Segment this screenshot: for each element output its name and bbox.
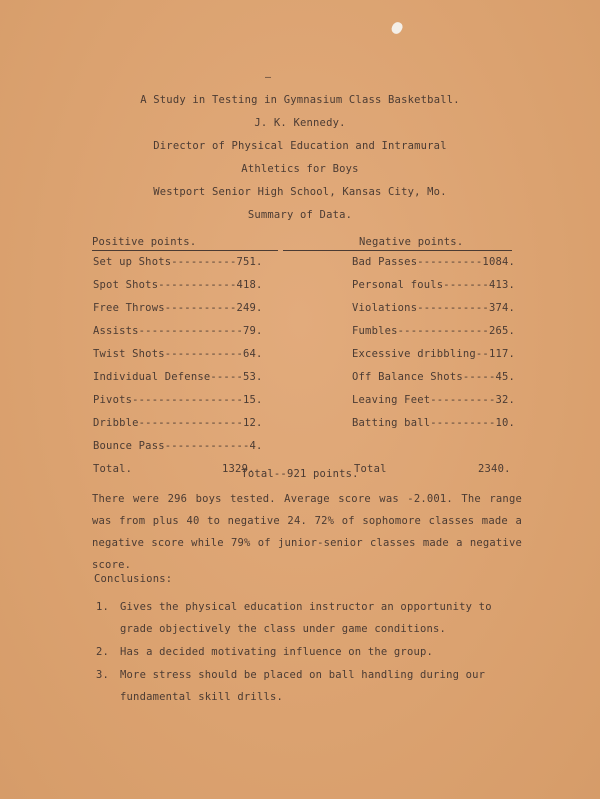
positive-item: Spot Shots------------418. — [93, 279, 263, 291]
conclusion-text: Gives the physical education instructor an opportunity to grade objectively the class under game conditions. — [120, 601, 492, 635]
paper-punch-hole — [390, 20, 404, 35]
positive-item: Dribble----------------12. — [93, 417, 263, 429]
positive-item: Individual Defense-----53. — [93, 371, 263, 383]
negative-points-heading: Negative points. — [359, 236, 464, 248]
conclusion-text: Has a decided motivating influence on the group. — [120, 646, 434, 658]
positive-item: Assists----------------79. — [93, 325, 263, 337]
document-title: A Study in Testing in Gymnasium Class Basketball. — [140, 94, 460, 106]
positive-points-header — [92, 236, 278, 251]
pencil-mark: — — [265, 72, 272, 83]
conclusions-heading: Conclusions: — [94, 573, 173, 585]
conclusion-number: 3. — [96, 669, 110, 681]
negative-total-label: Total — [354, 463, 387, 475]
summary-paragraph: There were 296 boys tested. Average score was -2.001. The range was from plus 40 to negative 24. 72% of sophomore classes made a negative score while 79% of junior-senior classes made a negative score. — [92, 493, 522, 571]
summary-heading: Summary of Data. — [247, 209, 353, 221]
author-role-line-1: Director of Physical Education and Intramural — [153, 140, 447, 152]
positive-item: Twist Shots------------64. — [93, 348, 263, 360]
conclusion-text: More stress should be placed on ball handling during our fundamental skill drills. — [120, 669, 486, 703]
negative-item: Bad Passes----------1084. — [352, 256, 516, 268]
positive-item: Set up Shots----------751. — [93, 256, 263, 268]
negative-item: Violations-----------374. — [352, 302, 516, 314]
negative-total-value: 2340. — [478, 463, 511, 475]
positive-total-label: Total. — [93, 463, 133, 475]
school-name: Westport Senior High School, Kansas City, Mo. — [153, 186, 447, 198]
positive-total-value: 1329. — [222, 463, 255, 475]
author-name: J. K. Kennedy. — [254, 117, 346, 129]
negative-points-header — [283, 236, 512, 251]
positive-item: Pivots-----------------15. — [93, 394, 263, 406]
positive-item: Free Throws-----------249. — [93, 302, 263, 314]
negative-item: Off Balance Shots-----45. — [352, 371, 516, 383]
conclusion-number: 2. — [96, 646, 110, 658]
negative-item: Fumbles--------------265. — [352, 325, 516, 337]
negative-item: Personal fouls-------413. — [352, 279, 516, 291]
negative-item: Excessive dribbling--117. — [352, 348, 516, 360]
author-role-line-2: Athletics for Boys — [241, 163, 359, 175]
positive-points-heading: Positive points. — [92, 236, 197, 248]
negative-item: Batting ball----------10. — [352, 417, 516, 429]
negative-item: Leaving Feet----------32. — [352, 394, 516, 406]
conclusion-number: 1. — [96, 601, 110, 613]
net-total: Total--921 points. — [241, 468, 359, 480]
positive-item: Bounce Pass-------------4. — [93, 440, 263, 452]
